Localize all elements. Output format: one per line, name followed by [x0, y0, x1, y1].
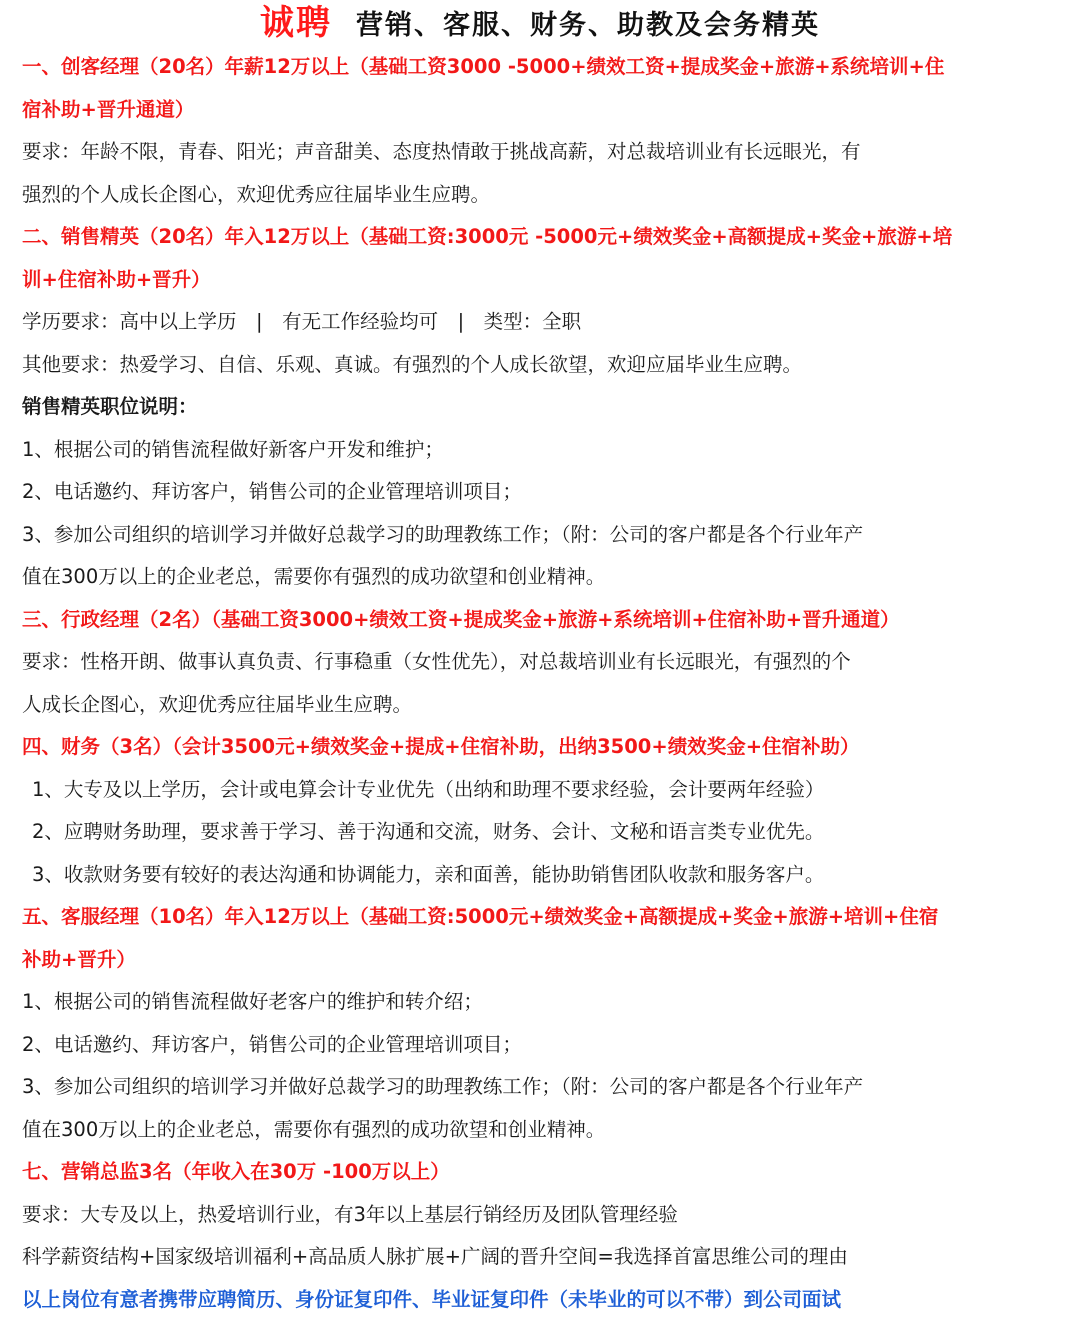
- text-line: 3、参加公司组织的培训学习并做好总裁学习的助理教练工作；（附：公司的客户都是各个行业年产: [22, 1066, 1058, 1109]
- poster-body: [22, 46, 1058, 1321]
- section-heading-line: 四、财务（3名）（会计3500元+绩效奖金+提成+住宿补助，出纳3500+绩效奖金+住宿补助）: [22, 726, 1058, 769]
- text-line: 1、根据公司的销售流程做好新客户开发和维护；: [22, 429, 1058, 472]
- section-heading-line: 五、客服经理（10名）年入12万以上（基础工资:5000元+绩效奖金+高额提成+奖金+旅游+培训+住宿: [22, 896, 1058, 939]
- text-line: 2、电话邀约、拜访客户，销售公司的企业管理培训项目；: [22, 471, 1058, 514]
- section-heading-line: 补助+晋升）: [22, 939, 1058, 982]
- text-line: 强烈的个人成长企图心，欢迎优秀应往届毕业生应聘。: [22, 174, 1058, 217]
- text-line: 2、应聘财务助理，要求善于学习、善于沟通和交流，财务、会计、文秘和语言类专业优先。: [22, 811, 1058, 854]
- text-line: 人成长企图心，欢迎优秀应往届毕业生应聘。: [22, 684, 1058, 727]
- text-line: 1、根据公司的销售流程做好老客户的维护和转介绍；: [22, 981, 1058, 1024]
- section-heading-line: 三、行政经理（2名）（基础工资3000+绩效工资+提成奖金+旅游+系统培训+住宿补助+晋升通道）: [22, 599, 1058, 642]
- title-highlight: 诚聘: [260, 3, 332, 43]
- text-line: 值在300万以上的企业老总，需要你有强烈的成功欲望和创业精神。: [22, 556, 1058, 599]
- text-line: 科学薪资结构+国家级培训福利+高品质人脉扩展+广阔的晋升空间=我选择首富思维公司的理由: [22, 1236, 1058, 1279]
- text-line: 值在300万以上的企业老总，需要你有强烈的成功欲望和创业精神。: [22, 1109, 1058, 1152]
- text-line: 学历要求：高中以上学历 | 有无工作经验均可 | 类型：全职: [22, 301, 1058, 344]
- text-line: 1、大专及以上学历，会计或电算会计专业优先（出纳和助理不要求经验，会计要两年经验）: [22, 769, 1058, 812]
- section-heading-line: 宿补助+晋升通道）: [22, 89, 1058, 132]
- text-line: 3、收款财务要有较好的表达沟通和协调能力，亲和面善，能协助销售团队收款和服务客户。: [22, 854, 1058, 897]
- text-line: 销售精英职位说明：: [22, 386, 1058, 429]
- section-heading-line: 训+住宿补助+晋升）: [22, 259, 1058, 302]
- text-line: 要求：性格开朗、做事认真负责、行事稳重（女性优先），对总裁培训业有长远眼光，有强烈的个: [22, 641, 1058, 684]
- text-line: 其他要求：热爱学习、自信、乐观、真诚。有强烈的个人成长欲望，欢迎应届毕业生应聘。: [22, 344, 1058, 387]
- section-heading-line: 一、创客经理（20名）年薪12万以上（基础工资3000 -5000+绩效工资+提成奖金+旅游+系统培训+住: [22, 46, 1058, 89]
- title-subtitle: 营销、客服、财务、助教及会务精英: [356, 10, 820, 41]
- text-line: 3、参加公司组织的培训学习并做好总裁学习的助理教练工作；（附：公司的客户都是各个行业年产: [22, 514, 1058, 557]
- page-title: [22, 0, 1058, 46]
- text-line: 2、电话邀约、拜访客户，销售公司的企业管理培训项目；: [22, 1024, 1058, 1067]
- text-line: 要求：大专及以上，热爱培训行业，有3年以上基层行销经历及团队管理经验: [22, 1194, 1058, 1237]
- section-heading-line: 二、销售精英（20名）年入12万以上（基础工资:3000元 -5000元+绩效奖金+高额提成+奖金+旅游+培: [22, 216, 1058, 259]
- text-line: 要求：年龄不限，青春、阳光；声音甜美、态度热情敢于挑战高薪，对总裁培训业有长远眼光，有: [22, 131, 1058, 174]
- section-heading-line: 七、营销总监3名（年收入在30万 -100万以上）: [22, 1151, 1058, 1194]
- footer-notice-line: 以上岗位有意者携带应聘简历、身份证复印件、毕业证复印件（未毕业的可以不带）到公司面试: [22, 1279, 1058, 1321]
